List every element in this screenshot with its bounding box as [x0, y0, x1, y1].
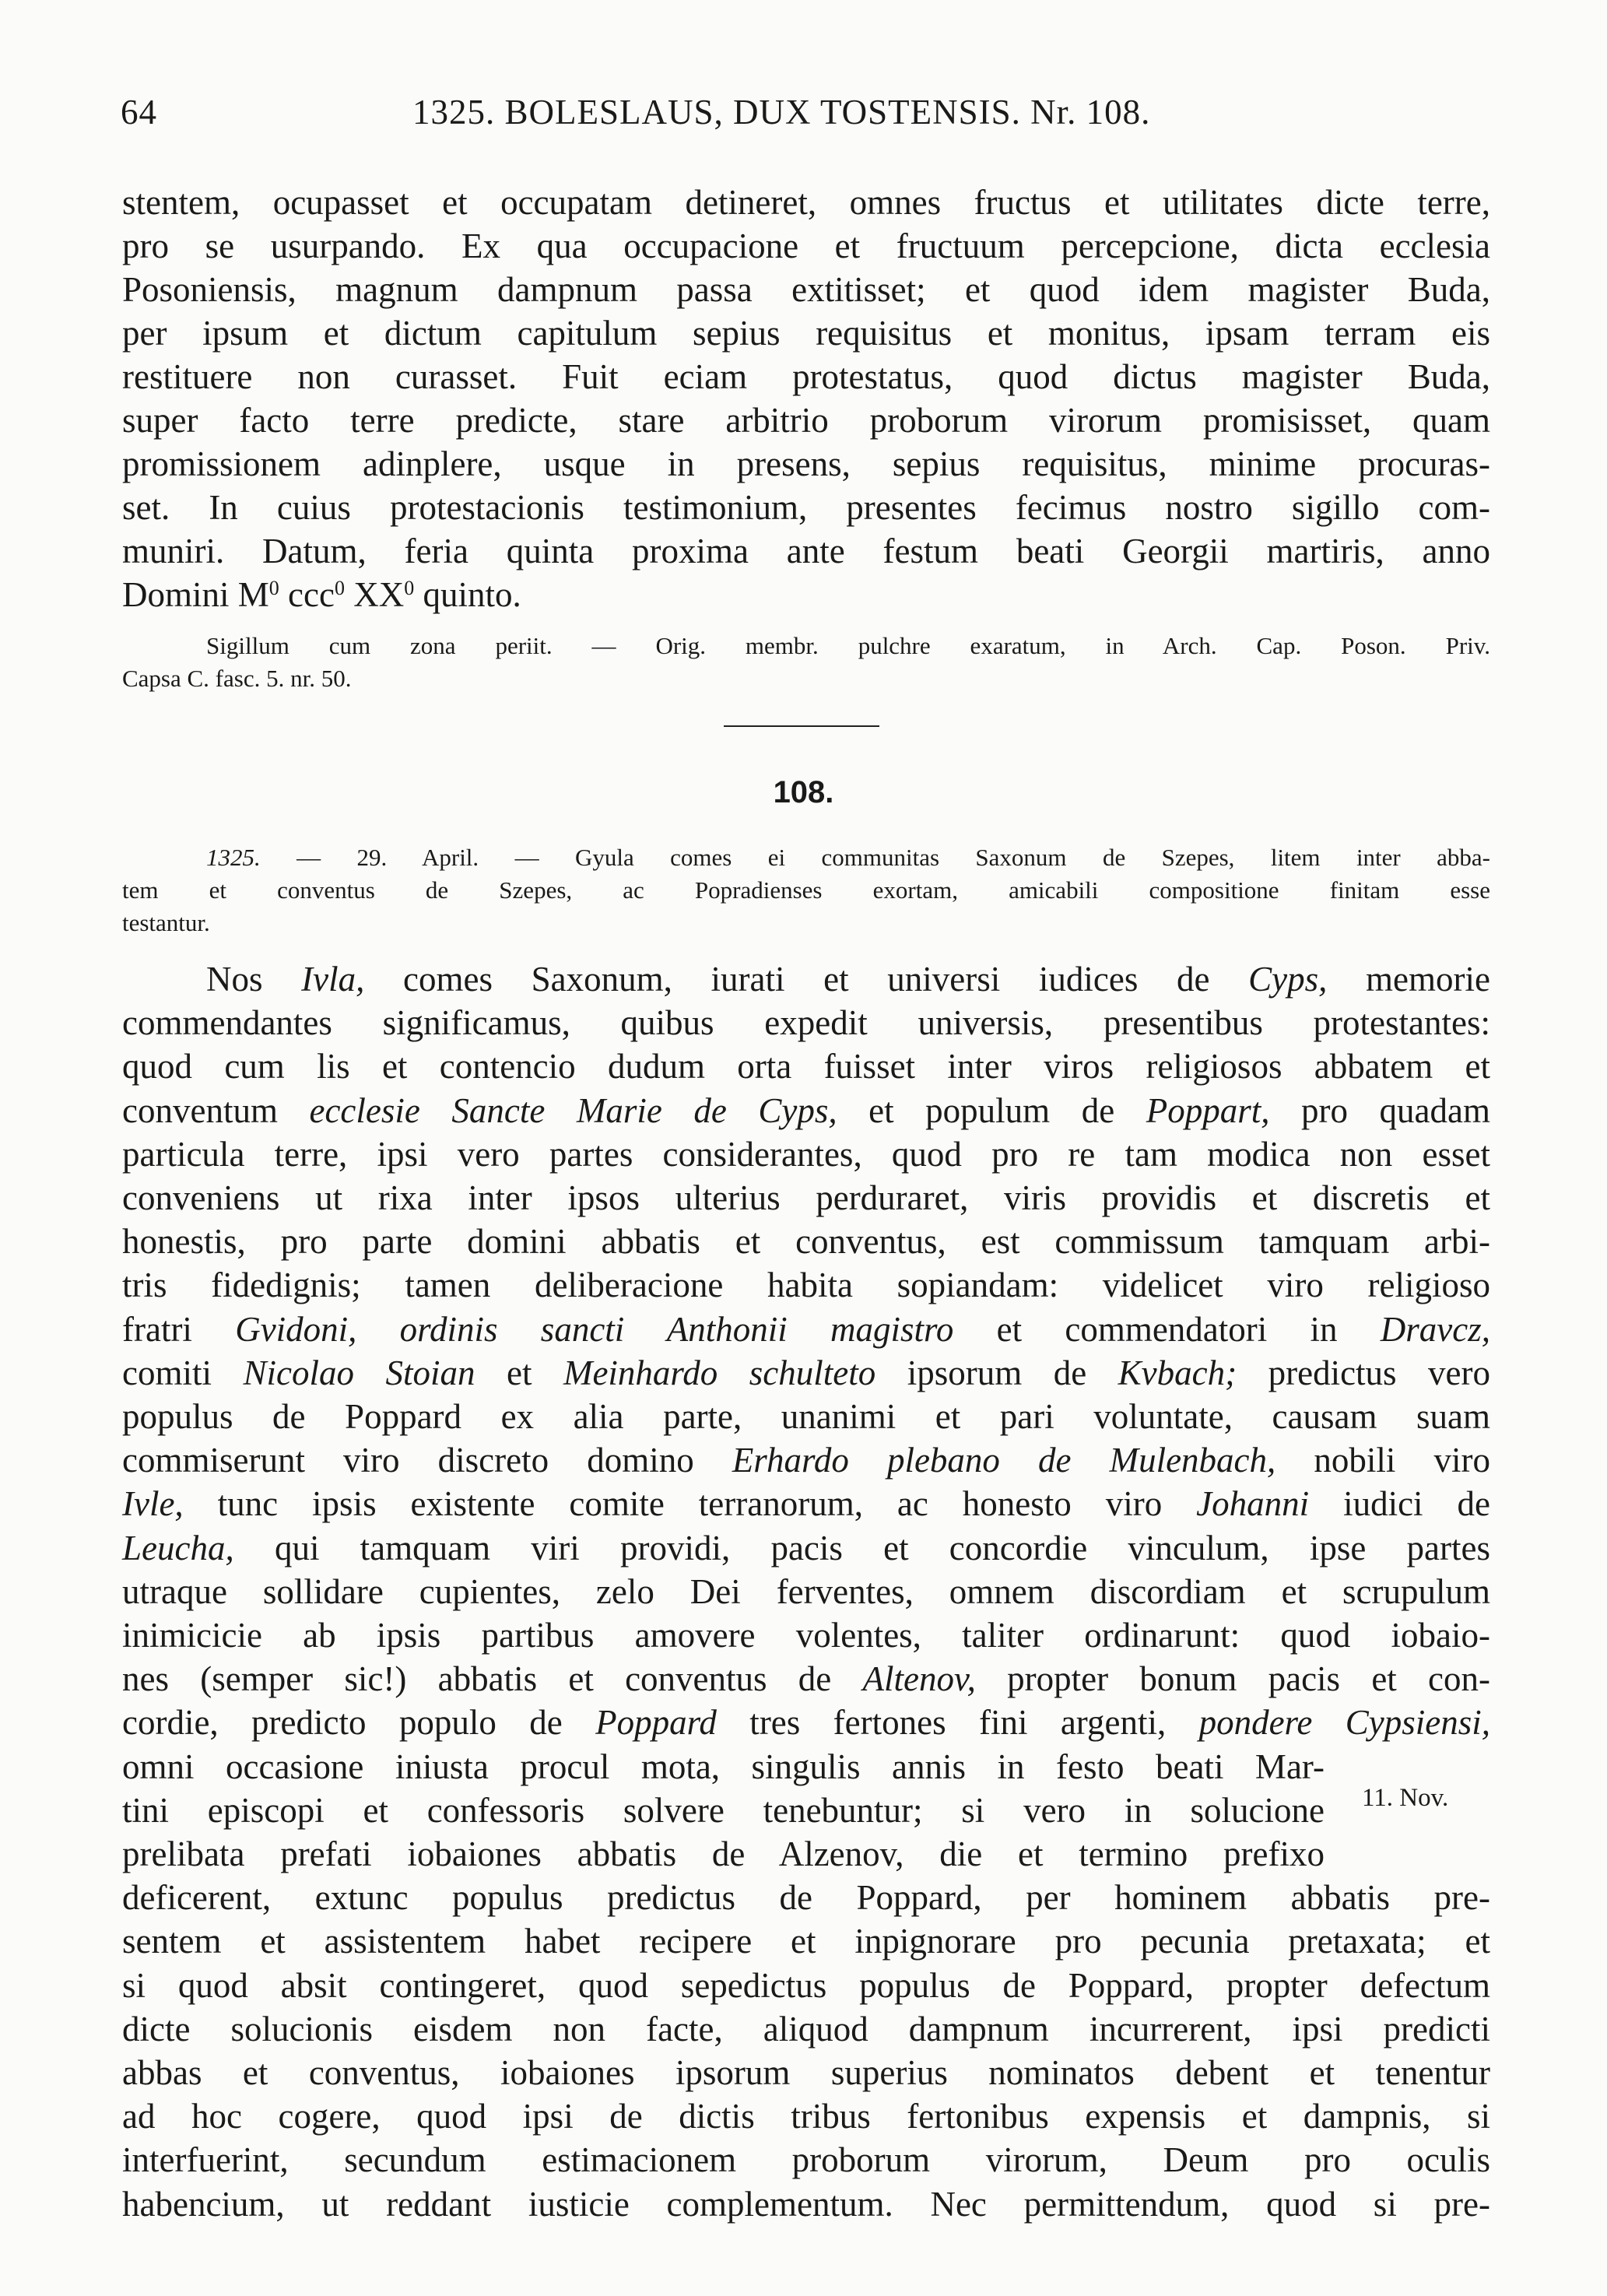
text-run: Nos [206, 960, 302, 999]
text-run: commiserunt viro discreto domino [122, 1441, 732, 1480]
text-run: populus de Poppard ex alia parte, unanimi et pari voluntate, causam suam [122, 1397, 1490, 1436]
regest-line: testantur. [122, 909, 210, 936]
text-run: cordie, predicto populo de [122, 1703, 596, 1742]
text-run: habencium, ut reddant iusticie complementum. Nec permittendum, quod si pre- [122, 2185, 1490, 2224]
text-run: nobili viro [1275, 1441, 1490, 1480]
text-line [122, 573, 1490, 616]
text-line [122, 1308, 1490, 1351]
text-line: super facto terre predicte, stare arbitrio proborum virorum promisisset, quam [122, 401, 1490, 440]
text-line: set. In cuius protestacionis testimonium, presentes fecimus nostro sigillo com- [122, 488, 1490, 527]
text-run: tunc ipsis existente comite terranorum, ac honesto viro [183, 1484, 1197, 1523]
italic-name: Gvidoni, ordinis sancti Anthonii magistro [235, 1310, 954, 1349]
text-line [122, 1876, 1490, 1919]
text-line [122, 1089, 1490, 1132]
source-note: Capsa C. fasc. 5. nr. 50. [122, 665, 352, 692]
italic-name: Meinhardo schulteto [563, 1353, 876, 1392]
text-run: honestis, pro parte domini abbatis et conventus, est commissum tamquam arbi- [122, 1222, 1490, 1261]
text-run: inimicicie ab ipsis partibus amovere volentes, taliter ordinarunt: quod iobaio- [122, 1616, 1490, 1655]
running-title: 1325. BOLESLAUS, DUX TOSTENSIS. Nr. 108. [412, 93, 1151, 132]
text-run: conventum [122, 1091, 310, 1130]
text-run: memorie [1327, 960, 1490, 999]
text-run: ipsorum de [875, 1353, 1118, 1392]
text-line [122, 1438, 1490, 1482]
regest-line [206, 842, 1490, 873]
italic-name: pondere Cypsiensi, [1198, 1703, 1490, 1742]
text-line: stentem, ocupasset et occupatam detineret, omnes fructus et utilitates dicte terre, [122, 183, 1490, 222]
text-line [122, 1263, 1490, 1307]
text-line [122, 1351, 1490, 1395]
italic-name: Poppard [595, 1703, 717, 1742]
italic-name: Ivle, [122, 1484, 184, 1523]
text-line [122, 1482, 1490, 1525]
date-text: ccc [279, 575, 335, 614]
superscript: 0 [334, 577, 345, 599]
text-run: et [475, 1353, 563, 1392]
text-line [122, 1395, 1490, 1438]
text-line [122, 2138, 1490, 2182]
text-run: commendantes significamus, quibus expedit universis, presentibus protestantes: [122, 1003, 1490, 1042]
italic-name: Dravcz, [1380, 1310, 1490, 1349]
text-run: tini episcopi et confessoris solvere tenebuntur; si vero in solucione [122, 1791, 1325, 1830]
text-line [122, 2182, 1490, 2226]
regest-year: 1325. [206, 844, 261, 871]
text-run: comiti [122, 1353, 244, 1392]
italic-name: Johanni [1196, 1484, 1310, 1523]
text-line [122, 1919, 1490, 1963]
italic-name: Cyps, [1248, 960, 1328, 999]
text-line [122, 1701, 1490, 1744]
text-run: particula terre, ipsi vero partes considerantes, quod pro re tam modica non esset [122, 1135, 1490, 1174]
text-line: Posoniensis, magnum dampnum passa extitisset; et quod idem magister Buda, [122, 270, 1490, 309]
text-line [122, 1526, 1490, 1570]
text-run: comes Saxonum, iurati et universi iudices de [364, 960, 1249, 999]
text-run: iudici de [1309, 1484, 1490, 1523]
italic-name: Poppart, [1146, 1091, 1270, 1130]
italic-name: Altenov, [862, 1659, 976, 1698]
italic-name: ecclesie Sancte Marie de Cyps, [309, 1091, 837, 1130]
text-line [206, 957, 1490, 1001]
text-line [122, 1613, 1490, 1657]
source-note: Sigillum cum zona periit. — Orig. membr. pulchre exaratum, in Arch. Cap. Poson. Priv. [206, 632, 1490, 659]
text-line [122, 2094, 1490, 2138]
text-line [122, 1964, 1490, 2007]
date-text: quinto. [414, 575, 521, 614]
text-line: promissionem adinplere, usque in presens, sepius requisitus, minime procuras- [122, 444, 1490, 483]
superscript: 0 [268, 577, 279, 599]
text-line: restituere non curasset. Fuit eciam protestatus, quod dictus magister Buda, [122, 357, 1490, 396]
date-text: XX [344, 575, 405, 614]
text-line [122, 1657, 1490, 1701]
italic-name: Ivla, [301, 960, 365, 999]
text-run: prelibata prefati iobaiones abbatis de Alzenov, die et termino prefixo [122, 1834, 1325, 1873]
text-run: ad hoc cogere, quod ipsi de dictis tribus fertonibus expensis et dampnis, si [122, 2097, 1490, 2136]
text-run: abbas et conventus, iobaiones ipsorum superius nominatos debent et tenentur [122, 2053, 1490, 2092]
regest-text: — 29. April. — Gyula comes ei communitas Saxonum de Szepes, litem inter abba- [260, 844, 1490, 871]
text-line [122, 2007, 1490, 2051]
text-run: utraque sollidare cupientes, zelo Dei ferventes, omnem discordiam et scrupulum [122, 1572, 1490, 1611]
text-line [122, 1220, 1490, 1263]
text-run: et populum de [837, 1091, 1146, 1130]
text-run: pro quadam [1269, 1091, 1490, 1130]
text-run: propter bonum pacis et con- [975, 1659, 1491, 1698]
text-line [122, 1132, 1490, 1176]
document-number: 108. [773, 775, 834, 809]
text-run: predictus vero [1237, 1353, 1491, 1392]
text-run: fratri [122, 1310, 236, 1349]
text-run: tres fertones fini argenti, [716, 1703, 1199, 1742]
page-header [121, 92, 1490, 146]
text-run: tris fidedignis; tamen deliberacione habita sopiandam: videlicet viro religioso [122, 1266, 1490, 1304]
text-run: omni occasione iniusta procul mota, singulis annis in festo beati Mar- [122, 1747, 1325, 1786]
text-run: deficerent, extunc populus predictus de Poppard, per hominem abbatis pre- [122, 1878, 1490, 1917]
text-run: quod cum lis et contencio dudum orta fuisset inter viros religiosos abbatem et [122, 1047, 1490, 1086]
superscript: 0 [404, 577, 415, 599]
text-run: qui tamquam viri providi, pacis et concordie vinculum, ipse partes [233, 1529, 1490, 1568]
italic-name: Kvbach; [1118, 1353, 1237, 1392]
regest-line: tem et conventus de Szepes, ac Popradienses exortam, amicabili compositione finitam esse [122, 876, 1490, 904]
text-line [122, 1832, 1325, 1876]
text-run: et commendatori in [953, 1310, 1381, 1349]
text-line: pro se usurpando. Ex qua occupacione et fructuum percepcione, dicta ecclesia [122, 226, 1490, 265]
text-line [122, 2051, 1490, 2094]
text-run: interfuerint, secundum estimacionem proborum virorum, Deum pro oculis [122, 2140, 1490, 2179]
text-line [122, 1789, 1325, 1832]
date-text: Domini M [122, 575, 269, 614]
text-line [122, 1745, 1325, 1789]
text-run: dicte solucionis eisdem non facte, aliquod dampnum incurrerent, ipsi predicti [122, 2010, 1490, 2048]
text-line [122, 1044, 1490, 1088]
text-run: conveniens ut rixa inter ipsos ulterius perduraret, viris providis et discretis et [122, 1178, 1490, 1217]
page-number: 64 [121, 93, 157, 132]
text-line: per ipsum et dictum capitulum sepius requisitus et monitus, ipsam terram eis [122, 314, 1490, 353]
margin-date: 11. Nov. [1362, 1784, 1449, 1812]
text-run: sentem et assistentem habet recipere et inpignorare pro pecunia pretaxata; et [122, 1922, 1490, 1961]
italic-name: Nicolao Stoian [243, 1353, 475, 1392]
italic-name: Leucha, [122, 1529, 234, 1568]
section-divider [724, 725, 879, 727]
text-line [122, 1176, 1490, 1220]
text-line [122, 1570, 1490, 1613]
italic-name: Erhardo plebano de Mulenbach, [732, 1441, 1276, 1480]
text-line: muniri. Datum, feria quinta proxima ante festum beati Georgii martiris, anno [122, 532, 1490, 570]
text-run: si quod absit contingeret, quod sepedictus populus de Poppard, propter defectum [122, 1966, 1490, 2005]
text-run: nes (semper sic!) abbatis et conventus de [122, 1659, 863, 1698]
text-line [122, 1001, 1490, 1044]
